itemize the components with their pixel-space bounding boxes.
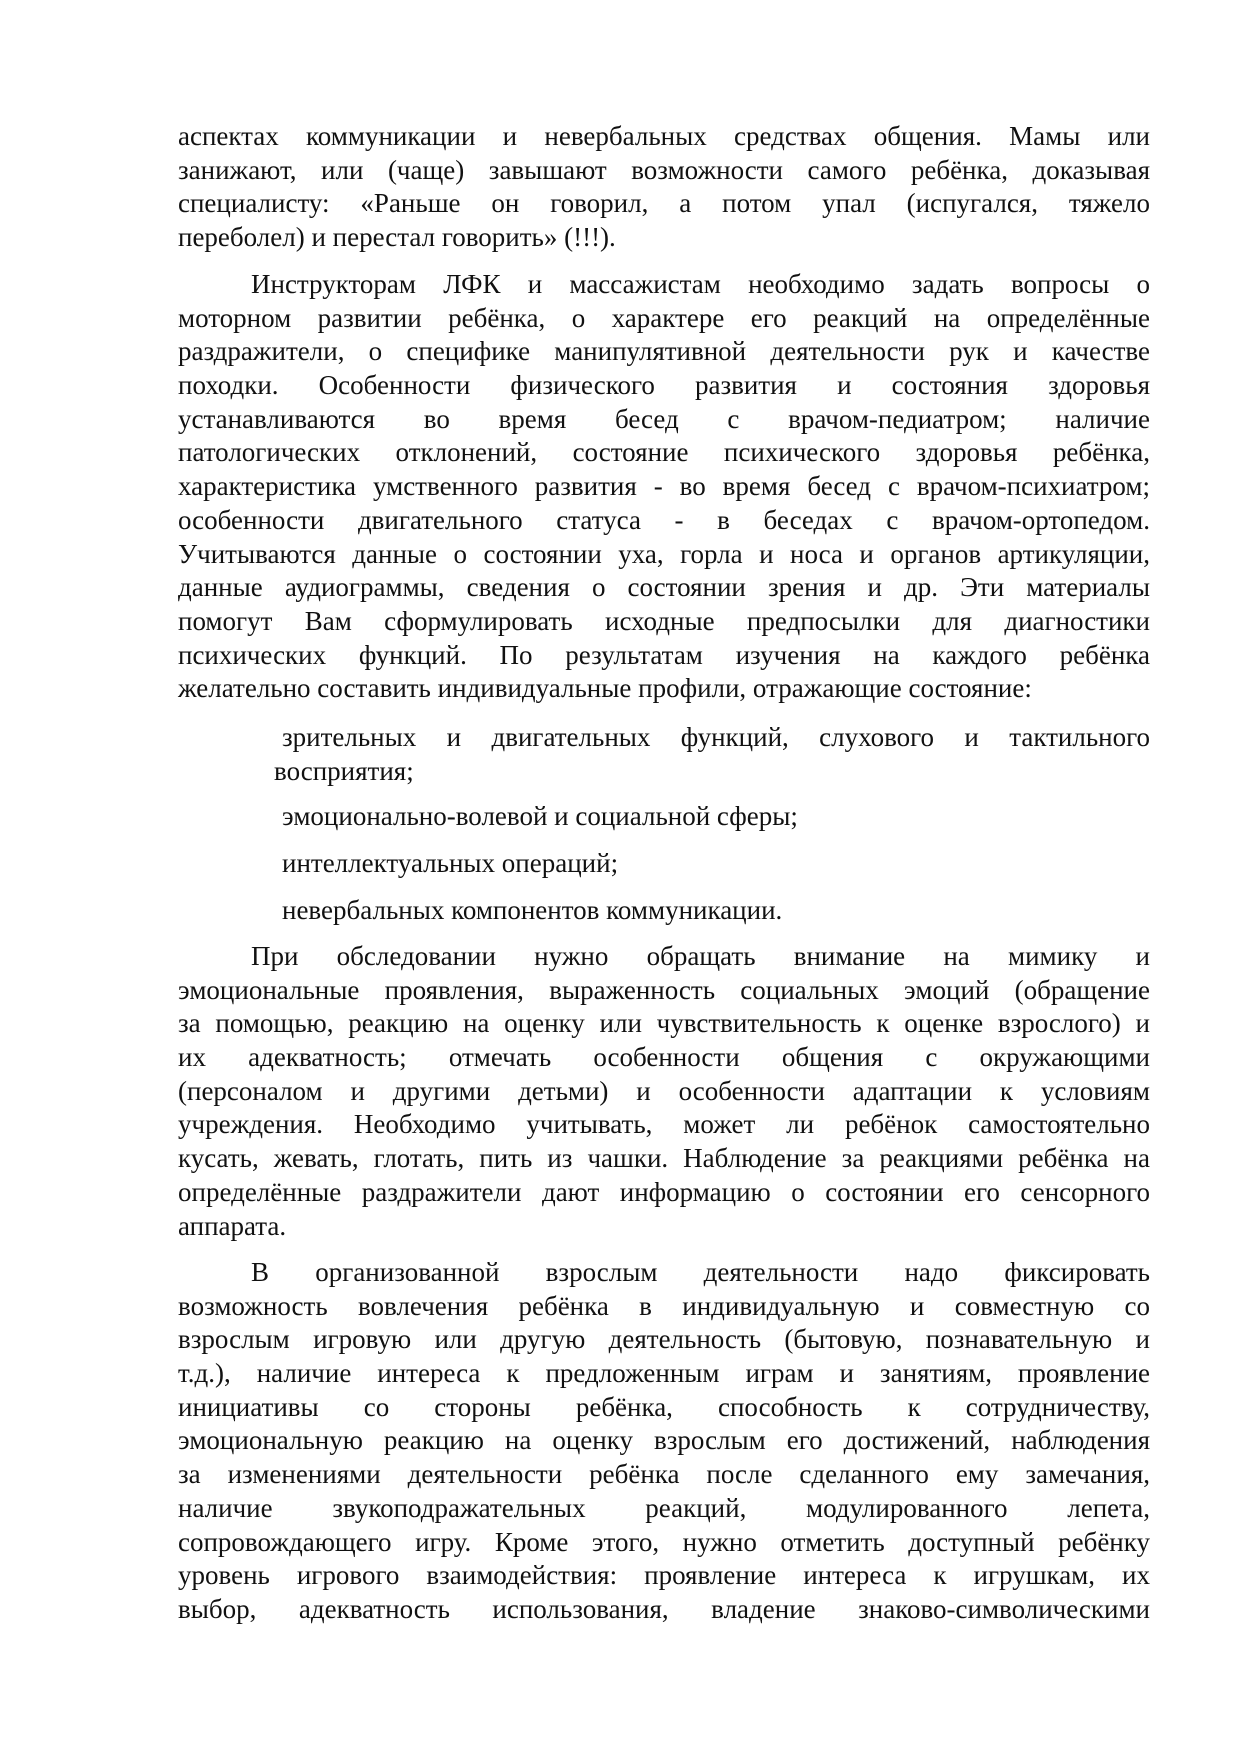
text-line: возможность вовлечения ребёнка в индивидуальную и совместную со	[178, 1290, 1150, 1321]
paragraph-1	[178, 120, 1150, 255]
list-item-line: восприятия;	[274, 755, 414, 786]
text-line: характеристика умственного развития - во время бесед с врачом-психиатром;	[178, 471, 1150, 502]
text-line: В организованной взрослым деятельности надо фиксировать	[251, 1257, 1150, 1287]
text-line: эмоциональные проявления, выраженность социальных эмоций (обращение	[178, 974, 1150, 1005]
text-line: патологических отклонений, состояние психического здоровья ребёнка,	[178, 437, 1150, 468]
text-line: за изменениями деятельности ребёнка после сделанного ему замечания,	[178, 1459, 1150, 1490]
text-line: переболел) и перестал говорить» (!!!).	[178, 222, 616, 253]
list-item	[282, 847, 1150, 881]
text-line: моторном развитии ребёнка, о характере его реакций на определённые	[178, 302, 1150, 333]
paragraph-3	[178, 940, 1150, 1243]
text-line: данные аудиограммы, сведения о состоянии зрения и др. Эти материалы	[178, 572, 1150, 603]
text-line: уровень игрового взаимодействия: проявление интереса к игрушкам, их	[178, 1560, 1150, 1591]
text-line: специалисту: «Раньше он говорил, а потом упал (испугался, тяжело	[178, 188, 1150, 219]
text-line: их адекватность; отмечать особенности общения с окружающими	[178, 1042, 1150, 1073]
text-line: помогут Вам сформулировать исходные предпосылки для диагностики	[178, 605, 1150, 636]
paragraph-4	[178, 1256, 1150, 1627]
text-line: При обследовании нужно обращать внимание на мимику и	[251, 941, 1150, 971]
text-line: Инструкторам ЛФК и массажистам необходимо задать вопросы о	[251, 269, 1150, 299]
list-item-line: эмоционально-волевой и социальной сферы;	[282, 801, 798, 831]
list-item-line: интеллектуальных операций;	[282, 848, 619, 878]
text-line: Учитываются данные о состоянии уха, горла и носа и органов артикуляции,	[178, 538, 1150, 569]
text-line: эмоциональную реакцию на оценку взрослым его достижений, наблюдения	[178, 1425, 1150, 1456]
text-line: определённые раздражители дают информацию о состоянии его сенсорного	[178, 1176, 1150, 1207]
text-line: кусать, жевать, глотать, пить из чашки. Наблюдение за реакциями ребёнка на	[178, 1143, 1150, 1174]
text-line: наличие звукоподражательных реакций, модулированного лепета,	[178, 1492, 1150, 1523]
text-line: походки. Особенности физического развития и состояния здоровья	[178, 370, 1150, 401]
text-line: т.д.), наличие интереса к предложенным играм и занятиям, проявление	[178, 1358, 1150, 1389]
text-line: занижают, или (чаще) завышают возможности самого ребёнка, доказывая	[178, 154, 1150, 185]
paragraph-2	[178, 268, 1150, 706]
text-line: (персоналом и другими детьми) и особенности адаптации к условиям	[178, 1075, 1150, 1106]
text-line: раздражители, о специфике манипулятивной деятельности рук и качестве	[178, 336, 1150, 367]
text-line: инициативы со стороны ребёнка, способность к сотрудничеству,	[178, 1391, 1150, 1422]
text-line: взрослым игровую или другую деятельность (бытовую, познавательную и	[178, 1324, 1150, 1355]
list-item	[274, 721, 1150, 788]
text-line: устанавливаются во время бесед с врачом-педиатром; наличие	[178, 403, 1150, 434]
list-item	[282, 800, 1150, 834]
text-line: аппарата.	[178, 1210, 287, 1241]
text-line: за помощью, реакцию на оценку или чувствительность к оценке взрослого) и	[178, 1008, 1150, 1039]
list-item-line: зрительных и двигательных функций, слухового и тактильного	[282, 722, 1150, 752]
list-item-line: невербальных компонентов коммуникации.	[282, 895, 783, 925]
text-line: особенности двигательного статуса - в беседах с врачом-ортопедом.	[178, 504, 1150, 535]
text-line: выбор, адекватность использования, владение знаково-символическими	[178, 1593, 1150, 1624]
text-line: учреждения. Необходимо учитывать, может ли ребёнок самостоятельно	[178, 1109, 1150, 1140]
text-line: желательно составить индивидуальные профили, отражающие состояние:	[178, 673, 1032, 704]
text-line: сопровождающего игру. Кроме этого, нужно отметить доступный ребёнку	[178, 1526, 1150, 1557]
text-line: аспектах коммуникации и невербальных средствах общения. Мамы или	[178, 121, 1150, 151]
list-item	[282, 894, 1150, 928]
text-line: психических функций. По результатам изучения на каждого ребёнка	[178, 639, 1150, 670]
